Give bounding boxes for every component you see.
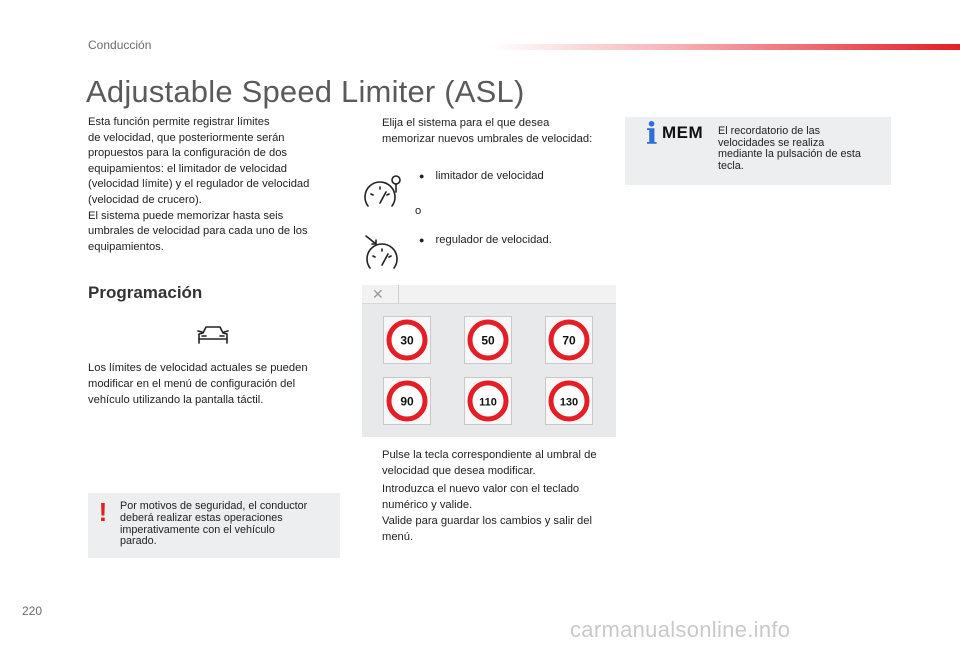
speed-sign-icon bbox=[465, 317, 511, 363]
header-divider bbox=[398, 285, 399, 303]
step-line: Elija el sistema para el que desea bbox=[382, 117, 550, 129]
option-label: regulador de velocidad. bbox=[435, 234, 552, 246]
step-2 bbox=[362, 447, 624, 479]
body-line: vehículo utilizando la pantalla táctil. bbox=[88, 393, 264, 406]
or-text: o bbox=[415, 205, 422, 217]
warning-icon: ! bbox=[98, 497, 108, 527]
speed-tile-30[interactable] bbox=[383, 316, 431, 364]
step-1 bbox=[362, 115, 622, 149]
intro-line: (velocidad límite) y el regulador de velocidad bbox=[88, 178, 310, 191]
intro-text bbox=[88, 115, 333, 255]
option-cruise bbox=[419, 234, 552, 246]
info-line: mediante la pulsación de esta bbox=[718, 148, 861, 160]
speed-tile-90[interactable] bbox=[383, 377, 431, 425]
dot-bullet: ● bbox=[419, 171, 425, 181]
step-text bbox=[382, 115, 592, 147]
mem-key-label: MEM bbox=[662, 123, 704, 142]
speed-sign-icon bbox=[384, 317, 430, 363]
cruise-control-icon bbox=[362, 232, 402, 272]
info-text bbox=[718, 126, 883, 172]
speed-tile-110[interactable] bbox=[464, 377, 512, 425]
step-line: menú. bbox=[382, 531, 414, 543]
intro-line: equipamientos: el limitador de velocidad bbox=[88, 162, 288, 175]
speed-sign-icon bbox=[546, 317, 592, 363]
speed-tile-50[interactable] bbox=[464, 316, 512, 364]
speed-value: 130 bbox=[559, 396, 579, 409]
step-text bbox=[382, 447, 597, 479]
step-line: numérico y valide. bbox=[382, 499, 473, 511]
info-line: tecla. bbox=[718, 159, 744, 172]
speed-value: 90 bbox=[400, 394, 414, 409]
car-icon bbox=[196, 322, 230, 346]
step-line: velocidad que desea modificar. bbox=[382, 465, 536, 477]
warning-text bbox=[120, 501, 332, 548]
warning-line: imperativamente con el vehículo bbox=[120, 523, 275, 536]
speed-value: 30 bbox=[400, 333, 414, 348]
speed-value: 110 bbox=[479, 396, 497, 409]
touchscreen-header bbox=[362, 285, 616, 304]
speed-limiter-icon bbox=[362, 172, 402, 212]
intro-line: propuestos para la configuración de dos bbox=[88, 147, 288, 160]
step-line: Pulse la tecla correspondiente al umbral de bbox=[382, 449, 597, 461]
speed-sign-icon bbox=[384, 378, 430, 424]
speed-tile-130[interactable] bbox=[545, 377, 593, 425]
warning-line: deberá realizar estas operaciones bbox=[120, 511, 283, 524]
intro-line: equipamientos. bbox=[88, 240, 164, 253]
step-line: memorizar nuevos umbrales de velocidad: bbox=[382, 133, 593, 145]
section-label: Conducción bbox=[88, 38, 152, 52]
speed-value: 50 bbox=[481, 333, 495, 348]
body-text bbox=[88, 361, 333, 408]
header-accent-bar bbox=[490, 44, 960, 50]
section-heading: Programación bbox=[88, 283, 203, 302]
warning-line: Por motivos de seguridad, el conductor bbox=[120, 500, 308, 512]
intro-line: umbrales de velocidad para cada uno de los bbox=[88, 225, 308, 238]
watermark: carmanualsonline.info bbox=[570, 617, 791, 642]
step-line: Introduzca el nuevo valor con el teclado bbox=[382, 483, 580, 495]
step-line: Valide para guardar los cambios y salir del bbox=[382, 515, 592, 527]
step-text bbox=[382, 481, 579, 513]
dot-bullet: ● bbox=[419, 235, 425, 245]
step-text bbox=[382, 513, 592, 545]
step-3 bbox=[362, 481, 624, 513]
info-line: El recordatorio de las bbox=[718, 125, 821, 137]
page-number: 220 bbox=[22, 604, 43, 618]
intro-line: Esta función permite registrar límites bbox=[88, 116, 270, 128]
page-title: Adjustable Speed Limiter (ASL) bbox=[86, 74, 525, 109]
info-line: velocidades se realiza bbox=[718, 136, 825, 149]
speed-tile-70[interactable] bbox=[545, 316, 593, 364]
close-icon[interactable]: ✕ bbox=[372, 286, 384, 302]
option-label: limitador de velocidad bbox=[435, 170, 544, 182]
info-icon: i bbox=[646, 117, 658, 152]
speed-sign-icon bbox=[465, 378, 511, 424]
intro-line: (velocidad de crucero). bbox=[88, 193, 202, 206]
intro-line: de velocidad, que posteriormente serán bbox=[88, 131, 285, 144]
speed-sign-icon bbox=[546, 378, 592, 424]
option-limiter bbox=[419, 170, 544, 182]
body-line: Los límites de velocidad actuales se pueden bbox=[88, 362, 308, 374]
intro-line: El sistema puede memorizar hasta seis bbox=[88, 209, 284, 222]
warning-line: parado. bbox=[120, 535, 157, 548]
body-line: modificar en el menú de configuración del bbox=[88, 377, 296, 390]
speed-value: 70 bbox=[562, 333, 576, 348]
step-4 bbox=[362, 513, 624, 545]
